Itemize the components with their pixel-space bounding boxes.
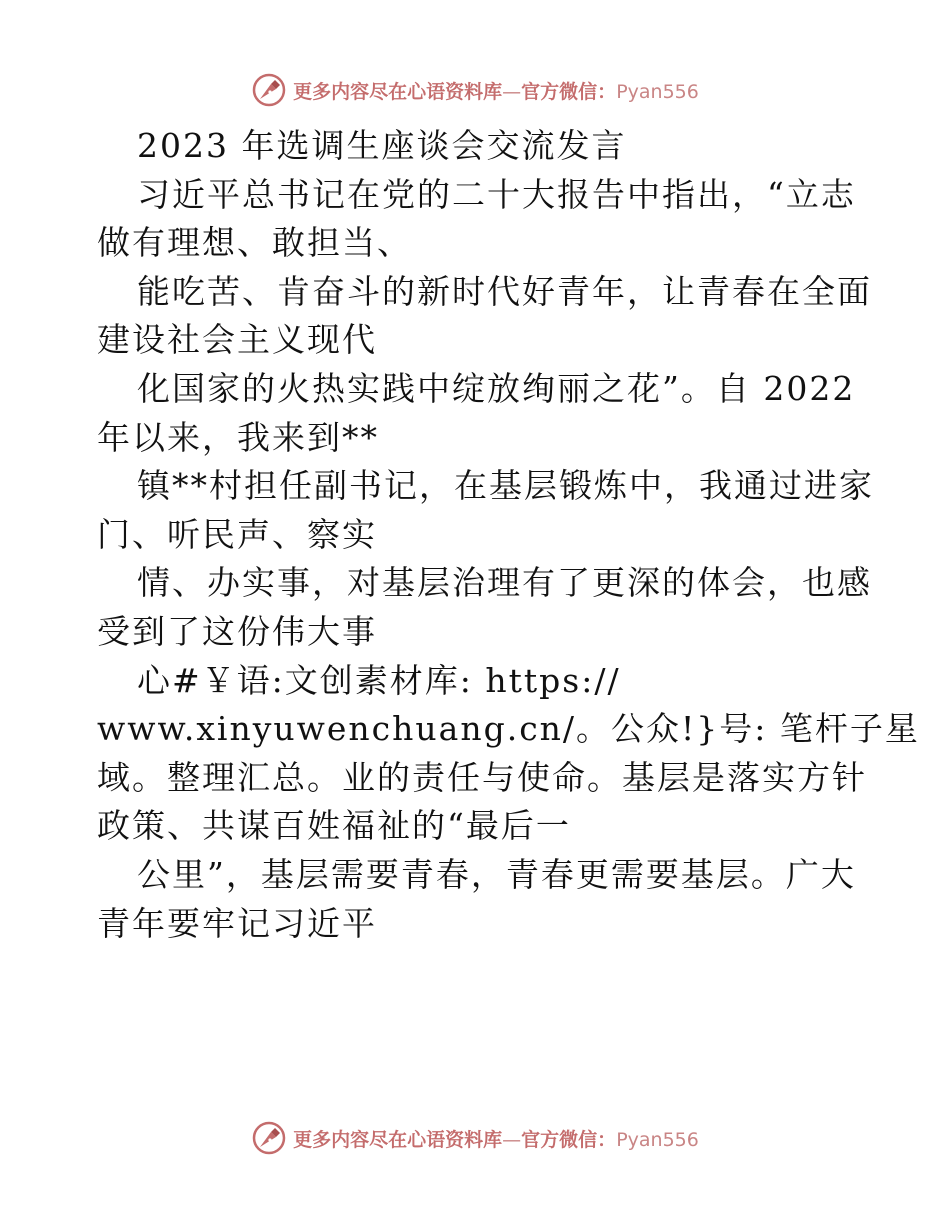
banner-text (293, 77, 699, 104)
banner-official-label: 官方微信： (521, 80, 617, 103)
text-line: 青年要牢记习近平 (97, 903, 377, 943)
document-title: 2023 年选调生座谈会交流发言 (137, 126, 627, 165)
banner-text (293, 1125, 699, 1152)
text-line: 能吃苦、肯奋斗的新时代好青年，让青春在全面 (137, 271, 872, 311)
text-line: 做有理想、敢担当、 (97, 223, 412, 263)
text-line: 年以来，我来到** (97, 417, 379, 457)
header-banner (0, 70, 950, 110)
banner-main-text: 更多内容尽在心语资料库 (293, 80, 503, 103)
text-line: 建设社会主义现代 (97, 320, 377, 360)
pen-nib-logo-icon (251, 1120, 287, 1156)
text-line: 化国家的火热实践中绽放绚丽之花”。自 2022 (137, 368, 856, 408)
banner-dash: — (502, 80, 522, 103)
banner-wechat-id: Pyan556 (616, 1128, 699, 1151)
banner-main-text: 更多内容尽在心语资料库 (293, 1128, 503, 1151)
banner-wechat-id: Pyan556 (616, 80, 699, 103)
text-line: 域。整理汇总。业的责任与使命。基层是落实方针 (97, 757, 867, 797)
banner-content (251, 1120, 699, 1156)
banner-content (251, 72, 699, 108)
text-line: 镇**村担任副书记，在基层锻炼中，我通过进家 (137, 466, 874, 506)
footer-banner (0, 1118, 950, 1158)
banner-official-label: 官方微信： (521, 1128, 617, 1151)
text-line: 情、办实事，对基层治理有了更深的体会，也感 (137, 563, 872, 603)
banner-dash: — (502, 1128, 522, 1151)
text-line: www.xinyuwenchuang.cn/。公众!}号: 笔杆子星 (97, 709, 920, 749)
text-line: 受到了这份伟大事 (97, 611, 377, 651)
text-line: 门、听民声、察实 (97, 514, 377, 554)
pen-nib-logo-icon (251, 72, 287, 108)
text-line: 公里”，基层需要青春，青春更需要基层。广大 (137, 854, 856, 894)
text-line: 政策、共谋百姓福祉的“最后一 (97, 806, 571, 846)
text-line: 习近平总书记在党的二十大报告中指出，“立志 (137, 174, 856, 214)
document-body (97, 122, 920, 948)
text-line: 心#￥语:文创素材库: https:// (137, 660, 621, 700)
